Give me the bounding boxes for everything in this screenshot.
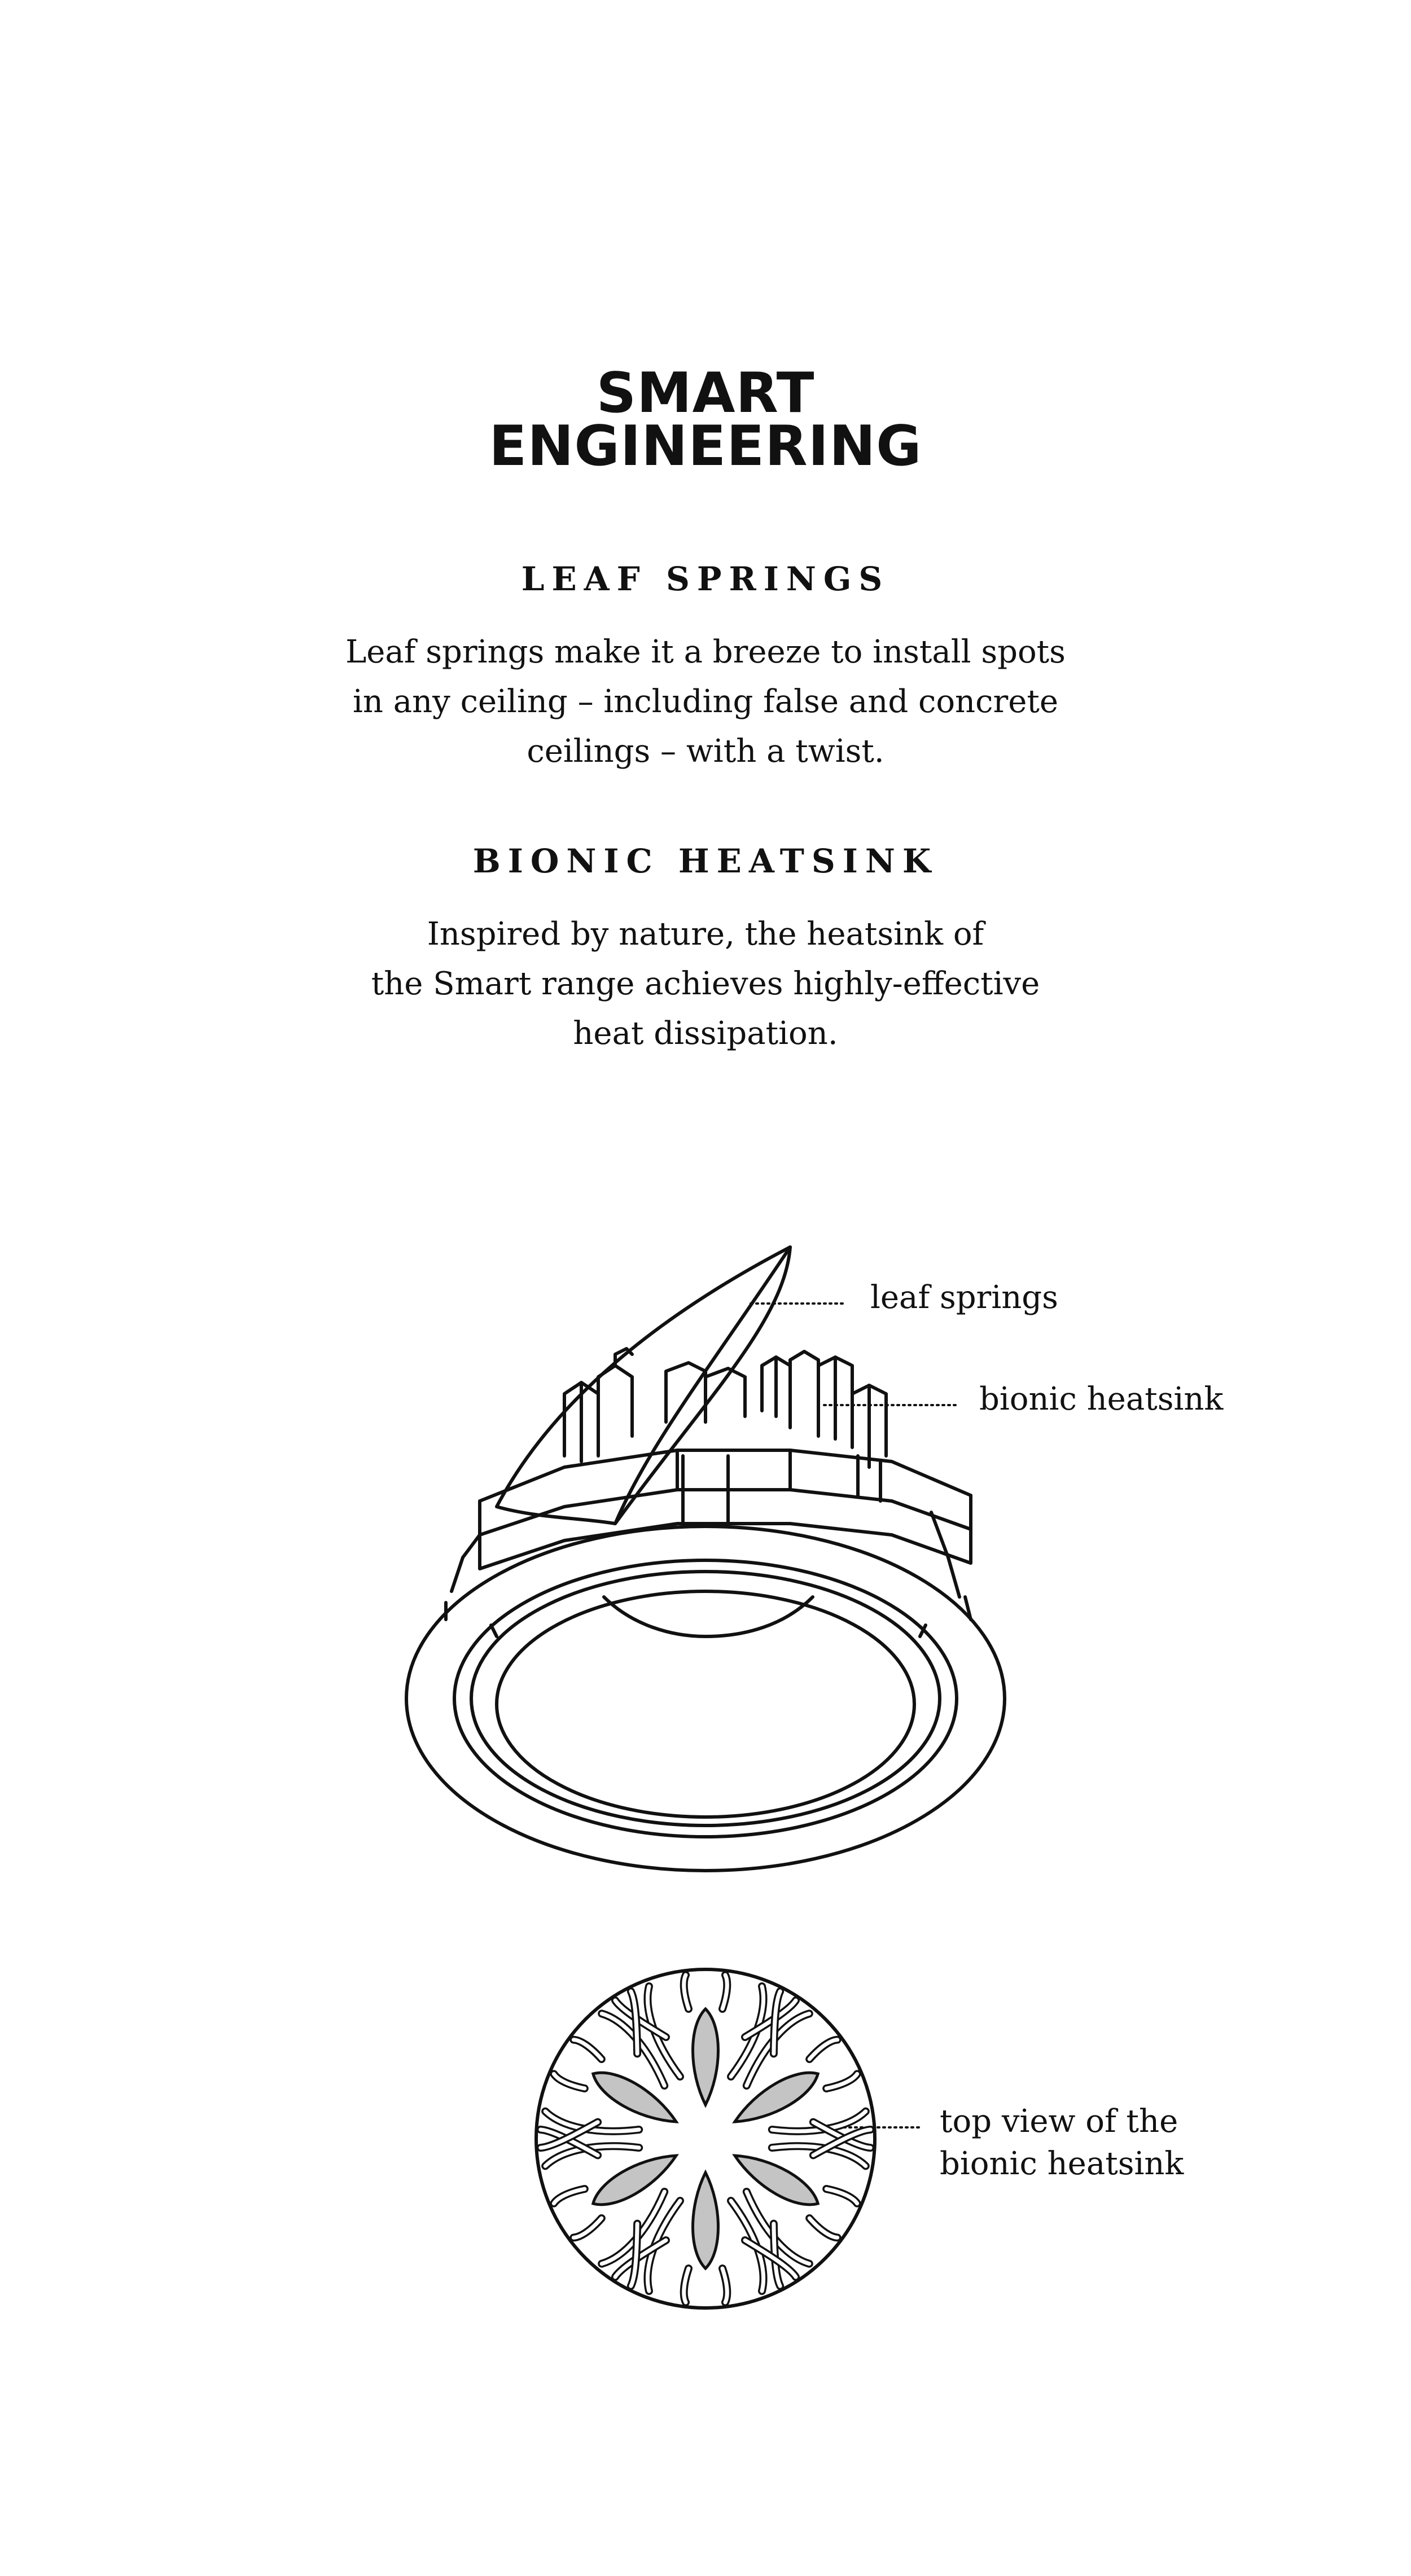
top-view-callout-line-1: top view of the [940,2103,1178,2140]
heatsink-fork-hollow [572,2218,604,2239]
heatsink-fork-hollow [807,2038,839,2059]
spotlight-drawing [406,1247,1005,1871]
heatsink-branches [519,1975,892,2302]
bionic-heatsink-heading: BIONIC HEATSINK [472,842,939,880]
heatsink-fork-hollow [807,2218,839,2239]
leader-lines [751,1304,959,2127]
heatsink-core-lobe [693,2009,718,2105]
bionic-heatsink-callout: bionic heatsink [979,1381,1224,1418]
leaf-springs-line-1: Leaf springs make it a breeze to install spots [345,634,1066,670]
reflector-opening [497,1591,914,1817]
bionic-heatsink-line-2: the Smart range achieves highly-effective [371,966,1040,1002]
housing-collar [446,1450,971,1620]
top-view-callout-line-2: bionic heatsink [940,2145,1184,2182]
leaf-springs-line-3: ceilings – with a twist. [527,733,884,770]
leaf-springs-callout: leaf springs [870,1279,1058,1316]
bionic-heatsink-line-3: heat dissipation. [573,1015,838,1052]
bionic-heatsink-line-1: Inspired by nature, the heatsink of [427,916,984,953]
leaf-springs-line-2: in any ceiling – including false and concrete [352,683,1059,720]
heatsink-core-lobe [693,2173,718,2268]
heatsink-fork-hollow [572,2038,604,2059]
leaf-springs-heading: LEAF SPRINGS [521,560,890,598]
title-line-1: SMART [596,361,815,425]
top-view-callout [940,2100,1184,2185]
title-line-2: ENGINEERING [489,414,922,479]
